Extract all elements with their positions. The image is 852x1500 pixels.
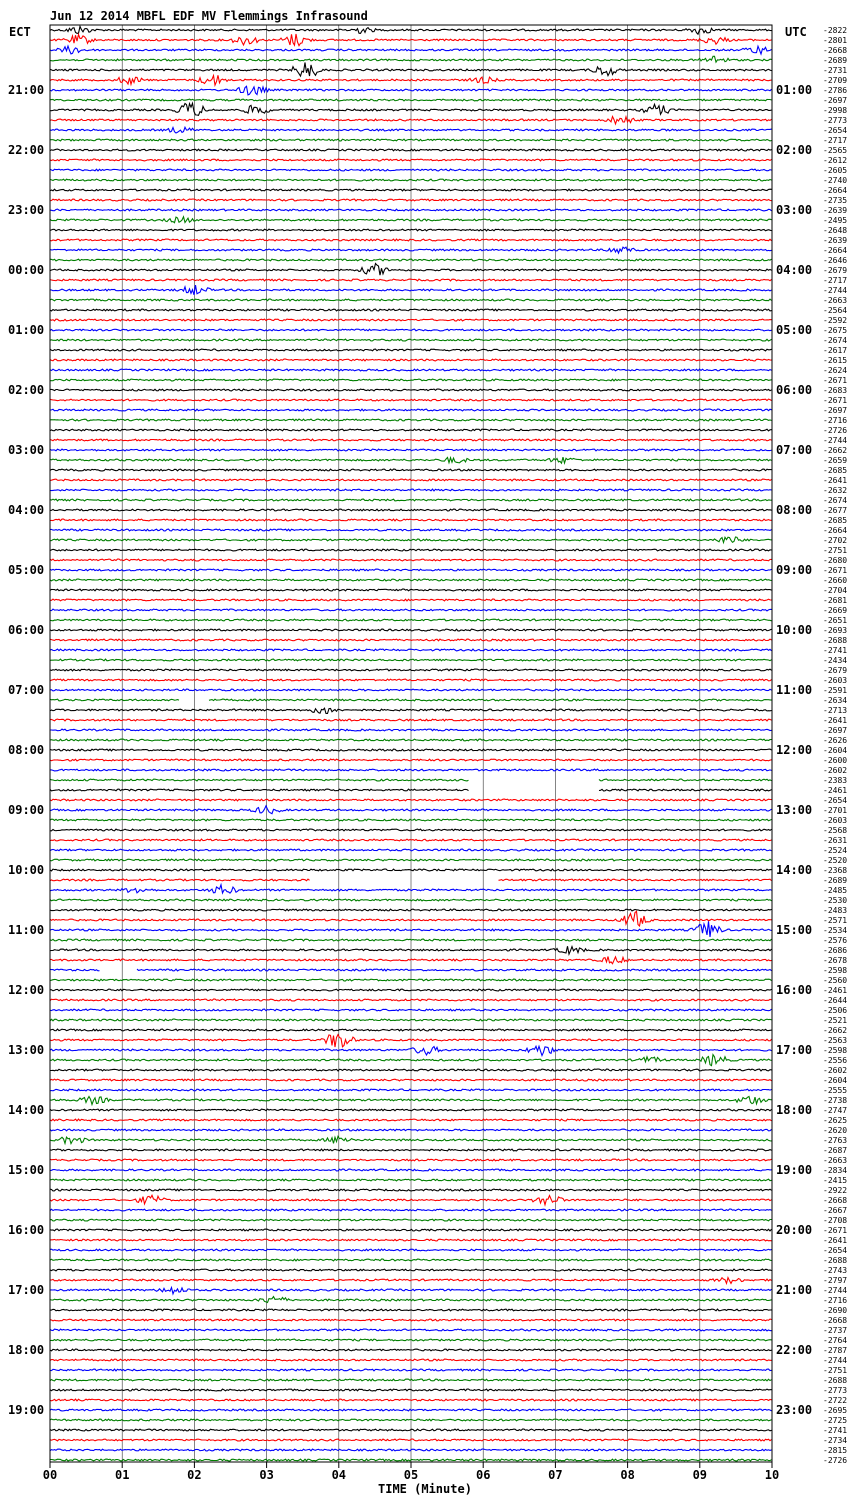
ect-hour-label-22: 19:00 [8, 1403, 45, 1417]
trace-offset-labels [823, 26, 847, 1465]
trace-offset-label-129: -2668 [823, 1316, 848, 1325]
trace-offset-label-125: -2797 [823, 1276, 848, 1285]
trace-offset-label-44: -2685 [823, 466, 848, 475]
utc-hour-label-6: 07:00 [776, 443, 813, 457]
trace-offset-label-62: -2741 [823, 646, 848, 655]
ect-hour-label-19: 16:00 [8, 1223, 45, 1237]
ect-hour-label-11: 08:00 [8, 743, 45, 757]
chart-title: Jun 12 2014 MBFL EDF MV Flemmings Infrasound [50, 9, 368, 23]
ect-hour-label-1: 22:00 [8, 143, 45, 157]
trace-offset-label-63: -2434 [823, 656, 848, 665]
trace-offset-label-131: -2764 [823, 1336, 848, 1345]
trace-offset-label-103: -2556 [823, 1056, 848, 1065]
utc-hour-label-15: 16:00 [776, 983, 813, 997]
ect-hour-label-17: 14:00 [8, 1103, 45, 1117]
trace-offset-label-34: -2624 [823, 366, 848, 375]
trace-offset-label-82: -2524 [823, 846, 848, 855]
x-tick-label-1: 01 [114, 1468, 130, 1482]
x-tick-label-4: 04 [331, 1468, 347, 1482]
utc-hour-label-4: 05:00 [776, 323, 813, 337]
trace-offset-label-96: -2461 [823, 986, 848, 995]
utc-hour-label-13: 14:00 [776, 863, 813, 877]
trace-offset-label-11: -2717 [823, 136, 848, 145]
trace-offset-label-115: -2415 [823, 1176, 848, 1185]
trace-offset-label-35: -2671 [823, 376, 848, 385]
utc-hour-label-5: 06:00 [776, 383, 813, 397]
trace-offset-label-2: -2668 [823, 46, 848, 55]
trace-offset-label-123: -2688 [823, 1256, 848, 1265]
trace-offset-label-38: -2697 [823, 406, 848, 415]
trace-offset-label-76: -2461 [823, 786, 848, 795]
trace-offset-label-85: -2689 [823, 876, 848, 885]
trace-12 [50, 149, 772, 151]
trace-offset-label-26: -2744 [823, 286, 848, 295]
trace-offset-label-73: -2600 [823, 756, 848, 765]
utc-hour-label-7: 08:00 [776, 503, 813, 517]
right-timezone-label: UTC [785, 25, 807, 39]
trace-offset-label-94: -2598 [823, 966, 848, 975]
trace-offset-label-132: -2787 [823, 1346, 848, 1355]
trace-offset-label-12: -2565 [823, 146, 848, 155]
trace-offset-label-75: -2383 [823, 776, 848, 785]
ect-hour-label-21: 18:00 [8, 1343, 45, 1357]
trace-offset-label-92: -2686 [823, 946, 848, 955]
trace-offset-label-81: -2631 [823, 836, 848, 845]
trace-offset-label-31: -2674 [823, 336, 848, 345]
trace-offset-label-64: -2679 [823, 666, 848, 675]
trace-offset-label-10: -2654 [823, 126, 848, 135]
trace-offset-label-111: -2763 [823, 1136, 848, 1145]
trace-offset-label-117: -2668 [823, 1196, 848, 1205]
trace-offset-label-89: -2571 [823, 916, 848, 925]
trace-offset-label-104: -2602 [823, 1066, 848, 1075]
trace-offset-label-4: -2731 [823, 66, 848, 75]
trace-offset-label-107: -2738 [823, 1096, 848, 1105]
trace-offset-label-72: -2604 [823, 746, 848, 755]
x-tick-label-5: 05 [403, 1468, 419, 1482]
trace-64 [50, 669, 772, 671]
trace-offset-label-24: -2679 [823, 266, 848, 275]
ect-hour-label-18: 15:00 [8, 1163, 45, 1177]
trace-offset-label-36: -2683 [823, 386, 848, 395]
trace-offset-label-95: -2560 [823, 976, 848, 985]
trace-offset-label-47: -2674 [823, 496, 848, 505]
ect-hour-label-5: 02:00 [8, 383, 45, 397]
trace-offset-label-55: -2660 [823, 576, 848, 585]
trace-offset-label-119: -2708 [823, 1216, 848, 1225]
trace-offset-label-32: -2617 [823, 346, 848, 355]
utc-hour-label-8: 09:00 [776, 563, 813, 577]
ect-hour-label-7: 04:00 [8, 503, 45, 517]
x-tick-label-9: 09 [692, 1468, 708, 1482]
trace-offset-label-46: -2632 [823, 486, 848, 495]
trace-offset-label-124: -2743 [823, 1266, 848, 1275]
ect-hour-label-10: 07:00 [8, 683, 45, 697]
x-tick-label-3: 03 [259, 1468, 274, 1482]
ect-hour-label-20: 17:00 [8, 1283, 45, 1297]
trace-offset-label-90: -2534 [823, 926, 848, 935]
x-tick-label-8: 08 [620, 1468, 635, 1482]
utc-hour-label-21: 22:00 [776, 1343, 813, 1357]
trace-offset-label-27: -2663 [823, 296, 848, 305]
trace-offset-label-91: -2576 [823, 936, 848, 945]
utc-hour-label-10: 11:00 [776, 683, 813, 697]
ect-hour-label-2: 23:00 [8, 203, 45, 217]
trace-offset-label-136: -2773 [823, 1386, 848, 1395]
utc-hour-label-2: 03:00 [776, 203, 813, 217]
trace-70 [50, 729, 772, 731]
trace-offset-label-54: -2671 [823, 566, 848, 575]
trace-offset-label-14: -2605 [823, 166, 848, 175]
ect-hour-label-15: 12:00 [8, 983, 45, 997]
trace-offset-label-5: -2709 [823, 76, 848, 85]
ect-hour-label-9: 06:00 [8, 623, 45, 637]
utc-hour-label-0: 01:00 [776, 83, 813, 97]
utc-hour-label-14: 15:00 [776, 923, 813, 937]
trace-offset-label-50: -2664 [823, 526, 848, 535]
trace-offset-label-68: -2713 [823, 706, 848, 715]
trace-offset-label-93: -2678 [823, 956, 848, 965]
ect-hour-label-4: 01:00 [8, 323, 45, 337]
trace-offset-label-39: -2716 [823, 416, 848, 425]
x-tick-label-7: 07 [548, 1468, 563, 1482]
trace-offset-label-74: -2602 [823, 766, 848, 775]
trace-offset-label-53: -2680 [823, 556, 848, 565]
trace-offset-label-77: -2654 [823, 796, 848, 805]
trace-offset-label-43: -2659 [823, 456, 848, 465]
trace-offset-label-126: -2744 [823, 1286, 848, 1295]
utc-hour-label-16: 17:00 [776, 1043, 813, 1057]
trace-offset-label-9: -2773 [823, 116, 848, 125]
utc-hour-label-19: 20:00 [776, 1223, 813, 1237]
trace-offset-label-139: -2725 [823, 1416, 848, 1425]
trace-offset-label-51: -2702 [823, 536, 848, 545]
trace-offset-label-84: -2368 [823, 866, 848, 875]
trace-offset-label-133: -2744 [823, 1356, 848, 1365]
trace-offset-label-23: -2646 [823, 256, 848, 265]
ect-hour-labels [8, 83, 44, 1417]
trace-offset-label-87: -2530 [823, 896, 848, 905]
utc-hour-label-20: 21:00 [776, 1283, 813, 1297]
trace-offset-label-61: -2688 [823, 636, 848, 645]
trace-offset-label-48: -2677 [823, 506, 848, 515]
trace-offset-label-45: -2641 [823, 476, 848, 485]
trace-offset-label-137: -2722 [823, 1396, 848, 1405]
trace-offset-label-69: -2641 [823, 716, 848, 725]
trace-offset-label-15: -2740 [823, 176, 848, 185]
trace-offset-label-121: -2641 [823, 1236, 848, 1245]
x-tick-label-6: 06 [475, 1468, 491, 1482]
trace-offset-label-109: -2625 [823, 1116, 848, 1125]
trace-offset-label-57: -2681 [823, 596, 848, 605]
trace-offset-label-110: -2620 [823, 1126, 848, 1135]
ect-hour-label-8: 05:00 [8, 563, 45, 577]
x-tick-label-2: 02 [187, 1468, 202, 1482]
trace-142 [50, 1449, 772, 1451]
trace-offset-label-142: -2815 [823, 1446, 848, 1455]
trace-offset-label-83: -2520 [823, 856, 848, 865]
trace-offset-label-42: -2662 [823, 446, 848, 455]
trace-45 [50, 479, 772, 481]
trace-offset-label-135: -2688 [823, 1376, 848, 1385]
left-timezone-label: ECT [9, 25, 31, 39]
utc-hour-label-17: 18:00 [776, 1103, 813, 1117]
trace-offset-label-25: -2717 [823, 276, 848, 285]
trace-offset-label-120: -2671 [823, 1226, 848, 1235]
trace-offset-label-102: -2598 [823, 1046, 848, 1055]
trace-offset-label-1: -2801 [823, 36, 848, 45]
ect-hour-label-14: 11:00 [8, 923, 45, 937]
trace-offset-label-13: -2612 [823, 156, 848, 165]
utc-hour-label-18: 19:00 [776, 1163, 813, 1177]
trace-offset-label-70: -2697 [823, 726, 848, 735]
trace-offset-label-98: -2506 [823, 1006, 848, 1015]
trace-offset-label-108: -2747 [823, 1106, 848, 1115]
trace-offset-label-40: -2726 [823, 426, 848, 435]
trace-offset-label-67: -2634 [823, 696, 848, 705]
ect-hour-label-0: 21:00 [8, 83, 45, 97]
utc-hour-label-12: 13:00 [776, 803, 813, 817]
trace-offset-label-60: -2693 [823, 626, 848, 635]
trace-offset-label-127: -2716 [823, 1296, 848, 1305]
trace-offset-label-59: -2651 [823, 616, 848, 625]
trace-offset-label-6: -2786 [823, 86, 848, 95]
trace-offset-label-138: -2695 [823, 1406, 848, 1415]
trace-offset-label-41: -2744 [823, 436, 848, 445]
trace-offset-label-7: -2697 [823, 96, 848, 105]
trace-offset-label-8: -2998 [823, 106, 848, 115]
ect-hour-label-13: 10:00 [8, 863, 45, 877]
trace-offset-label-0: -2822 [823, 26, 848, 35]
x-tick-label-0: 00 [42, 1468, 58, 1482]
trace-offset-label-58: -2669 [823, 606, 848, 615]
trace-offset-label-30: -2675 [823, 326, 848, 335]
trace-offset-label-19: -2495 [823, 216, 848, 225]
trace-offset-label-140: -2741 [823, 1426, 848, 1435]
trace-offset-label-128: -2690 [823, 1306, 848, 1315]
trace-offset-label-66: -2591 [823, 686, 848, 695]
trace-offset-label-80: -2568 [823, 826, 848, 835]
trace-offset-label-29: -2592 [823, 316, 848, 325]
trace-offset-label-114: -2834 [823, 1166, 848, 1175]
trace-offset-label-65: -2603 [823, 676, 848, 685]
trace-offset-label-141: -2734 [823, 1436, 848, 1445]
trace-offset-label-99: -2521 [823, 1016, 848, 1025]
trace-offset-label-88: -2483 [823, 906, 848, 915]
trace-offset-label-37: -2671 [823, 396, 848, 405]
trace-offset-label-112: -2687 [823, 1146, 848, 1155]
trace-138 [50, 1409, 772, 1411]
x-tick-label-10: 10 [764, 1468, 780, 1482]
trace-offset-label-122: -2654 [823, 1246, 848, 1255]
trace-offset-label-17: -2735 [823, 196, 848, 205]
trace-offset-label-113: -2663 [823, 1156, 848, 1165]
trace-offset-label-20: -2648 [823, 226, 848, 235]
trace-offset-label-106: -2555 [823, 1086, 848, 1095]
trace-offset-label-3: -2689 [823, 56, 848, 65]
trace-offset-label-97: -2644 [823, 996, 848, 1005]
utc-hour-labels [776, 83, 812, 1417]
trace-offset-label-100: -2662 [823, 1026, 848, 1035]
trace-offset-label-116: -2922 [823, 1186, 848, 1195]
trace-offset-label-33: -2615 [823, 356, 848, 365]
ect-hour-label-3: 00:00 [8, 263, 45, 277]
trace-offset-label-134: -2751 [823, 1366, 848, 1375]
ect-hour-label-16: 13:00 [8, 1043, 45, 1057]
trace-offset-label-16: -2664 [823, 186, 848, 195]
trace-offset-label-56: -2704 [823, 586, 848, 595]
trace-offset-label-28: -2564 [823, 306, 848, 315]
x-axis-title: TIME (Minute) [378, 1482, 472, 1496]
trace-offset-label-130: -2737 [823, 1326, 848, 1335]
trace-offset-label-79: -2603 [823, 816, 848, 825]
trace-offset-label-143: -2726 [823, 1456, 848, 1465]
utc-hour-label-11: 12:00 [776, 743, 813, 757]
trace-offset-label-49: -2685 [823, 516, 848, 525]
utc-hour-label-22: 23:00 [776, 1403, 813, 1417]
trace-offset-label-21: -2639 [823, 236, 848, 245]
trace-offset-label-18: -2639 [823, 206, 848, 215]
trace-offset-label-118: -2667 [823, 1206, 848, 1215]
utc-hour-label-3: 04:00 [776, 263, 813, 277]
trace-offset-label-78: -2701 [823, 806, 848, 815]
utc-hour-label-9: 10:00 [776, 623, 813, 637]
trace-offset-label-101: -2563 [823, 1036, 848, 1045]
trace-offset-label-86: -2485 [823, 886, 848, 895]
trace-offset-label-52: -2751 [823, 546, 848, 555]
trace-offset-label-22: -2664 [823, 246, 848, 255]
trace-offset-label-71: -2626 [823, 736, 848, 745]
x-axis-ticks [43, 1462, 779, 1482]
trace-offset-label-105: -2604 [823, 1076, 848, 1085]
trace-57 [50, 599, 772, 601]
ect-hour-label-12: 09:00 [8, 803, 45, 817]
ect-hour-label-6: 03:00 [8, 443, 45, 457]
utc-hour-label-1: 02:00 [776, 143, 813, 157]
